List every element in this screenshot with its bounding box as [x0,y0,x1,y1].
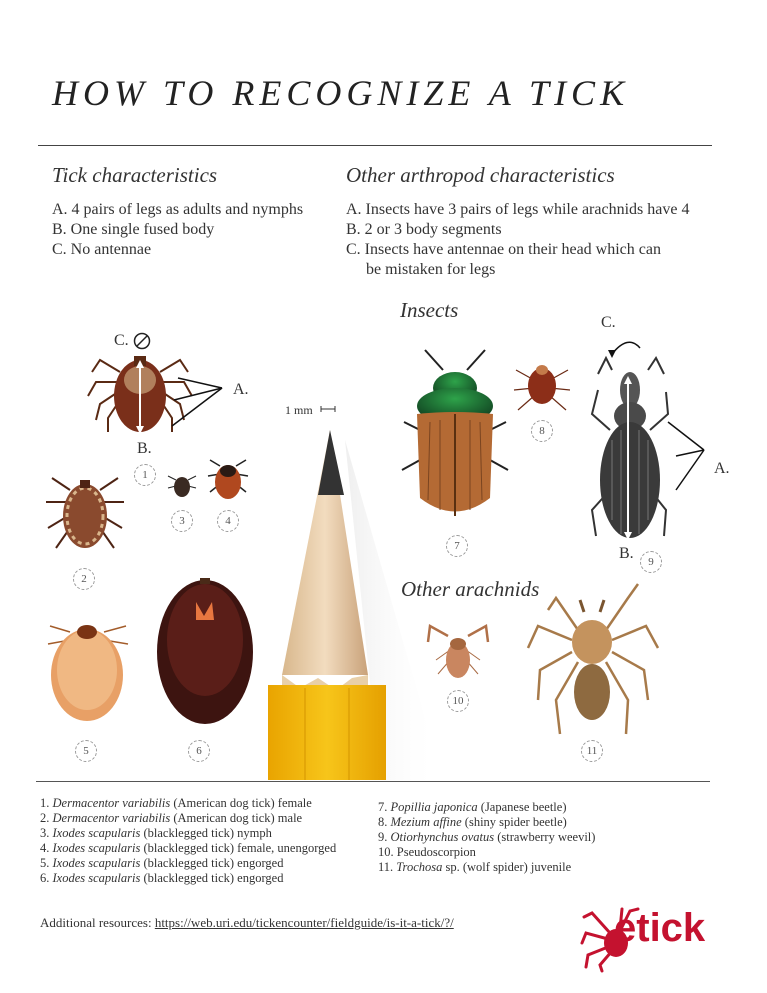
captions-left [40,796,336,886]
tick-item: C. No antennae [52,241,152,258]
tick-item: B. One single fused body [52,221,215,238]
weevil-label-a: A. [714,460,730,477]
caption-line: 2. Dermacentor variabilis (American dog tick) male [40,811,303,825]
specimen-number-10: 10 [447,690,469,712]
page-title: HOW TO RECOGNIZE A TICK [52,73,630,113]
tick-label-b: B. [137,440,152,457]
caption-line: 6. Ixodes scapularis (blacklegged tick) engorged [40,871,284,885]
tick-1-illustration [88,356,222,434]
caption-line: 3. Ixodes scapularis (blacklegged tick) nymph [40,826,272,840]
specimen-number-4: 4 [217,510,239,532]
tick-3-illustration [168,476,196,497]
tick-list [52,200,303,260]
caption-line: 11. Trochosa sp. (wolf spider) juvenile [378,860,572,874]
specimen-number-9: 9 [640,551,662,573]
beetle-7-illustration [402,350,508,516]
caption-line: 7. Popillia japonica (Japanese beetle) [378,800,567,814]
pseudoscorpion-10-illustration [428,626,488,678]
specimen-number-7: 7 [446,535,468,557]
resources-link[interactable]: https://web.uri.edu/tickencounter/fieldguide/is-it-a-tick/?/ [154,915,454,930]
specimen-number-2: 2 [73,568,95,590]
weevil-9-illustration [592,342,704,540]
weevil-label-b: B. [619,545,634,562]
other-list [346,200,689,280]
tick-2-illustration [46,478,124,548]
specimen-number-11: 11 [581,740,603,762]
resources-line [40,915,454,931]
weevil-label-c: C. [601,314,616,331]
captions-divider [36,781,710,782]
tick-heading: Tick characteristics [52,163,218,187]
resources-label: Additional resources: [40,915,155,930]
caption-line: 10. Pseudoscorpion [378,845,476,859]
tick-6-illustration [157,578,253,724]
other-arachnids-heading: Other arachnids [401,577,540,601]
other-item: B. 2 or 3 body segments [346,221,502,238]
specimen-number-3: 3 [171,510,193,532]
other-item: C. Insects have antennae on their head which can [346,241,661,258]
specimen-number-1: 1 [134,464,156,486]
tick-5-illustration [48,625,128,721]
tick-label-c: C. [114,332,129,349]
caption-line: 1. Dermacentor variabilis (American dog tick) female [40,796,312,810]
other-item: A. Insects have 3 pairs of legs while arachnids have 4 [346,201,690,218]
captions-right [378,800,595,875]
specimen-number-8: 8 [531,420,553,442]
tick-label-a: A. [233,381,249,398]
title-divider [38,145,712,146]
beetle-8-illustration [514,365,570,410]
tick-item: A. 4 pairs of legs as adults and nymphs [52,201,304,218]
insects-heading: Insects [400,298,459,322]
spider-11-illustration [528,584,658,734]
other-item: be mistaken for legs [366,261,496,278]
etick-logo: etick [614,906,706,950]
pencil-illustration [268,430,440,780]
caption-line: 5. Ixodes scapularis (blacklegged tick) engorged [40,856,284,870]
specimen-number-5: 5 [75,740,97,762]
caption-line: 8. Mezium affine (shiny spider beetle) [378,815,567,829]
caption-line: 9. Otiorhynchus ovatus (strawberry weevil) [378,830,596,844]
tick-4-illustration [208,460,248,499]
scale-label: 1 mm [285,403,313,417]
specimen-number-6: 6 [188,740,210,762]
other-heading: Other arthropod characteristics [346,163,615,187]
caption-line: 4. Ixodes scapularis (blacklegged tick) female, unengorged [40,841,337,855]
